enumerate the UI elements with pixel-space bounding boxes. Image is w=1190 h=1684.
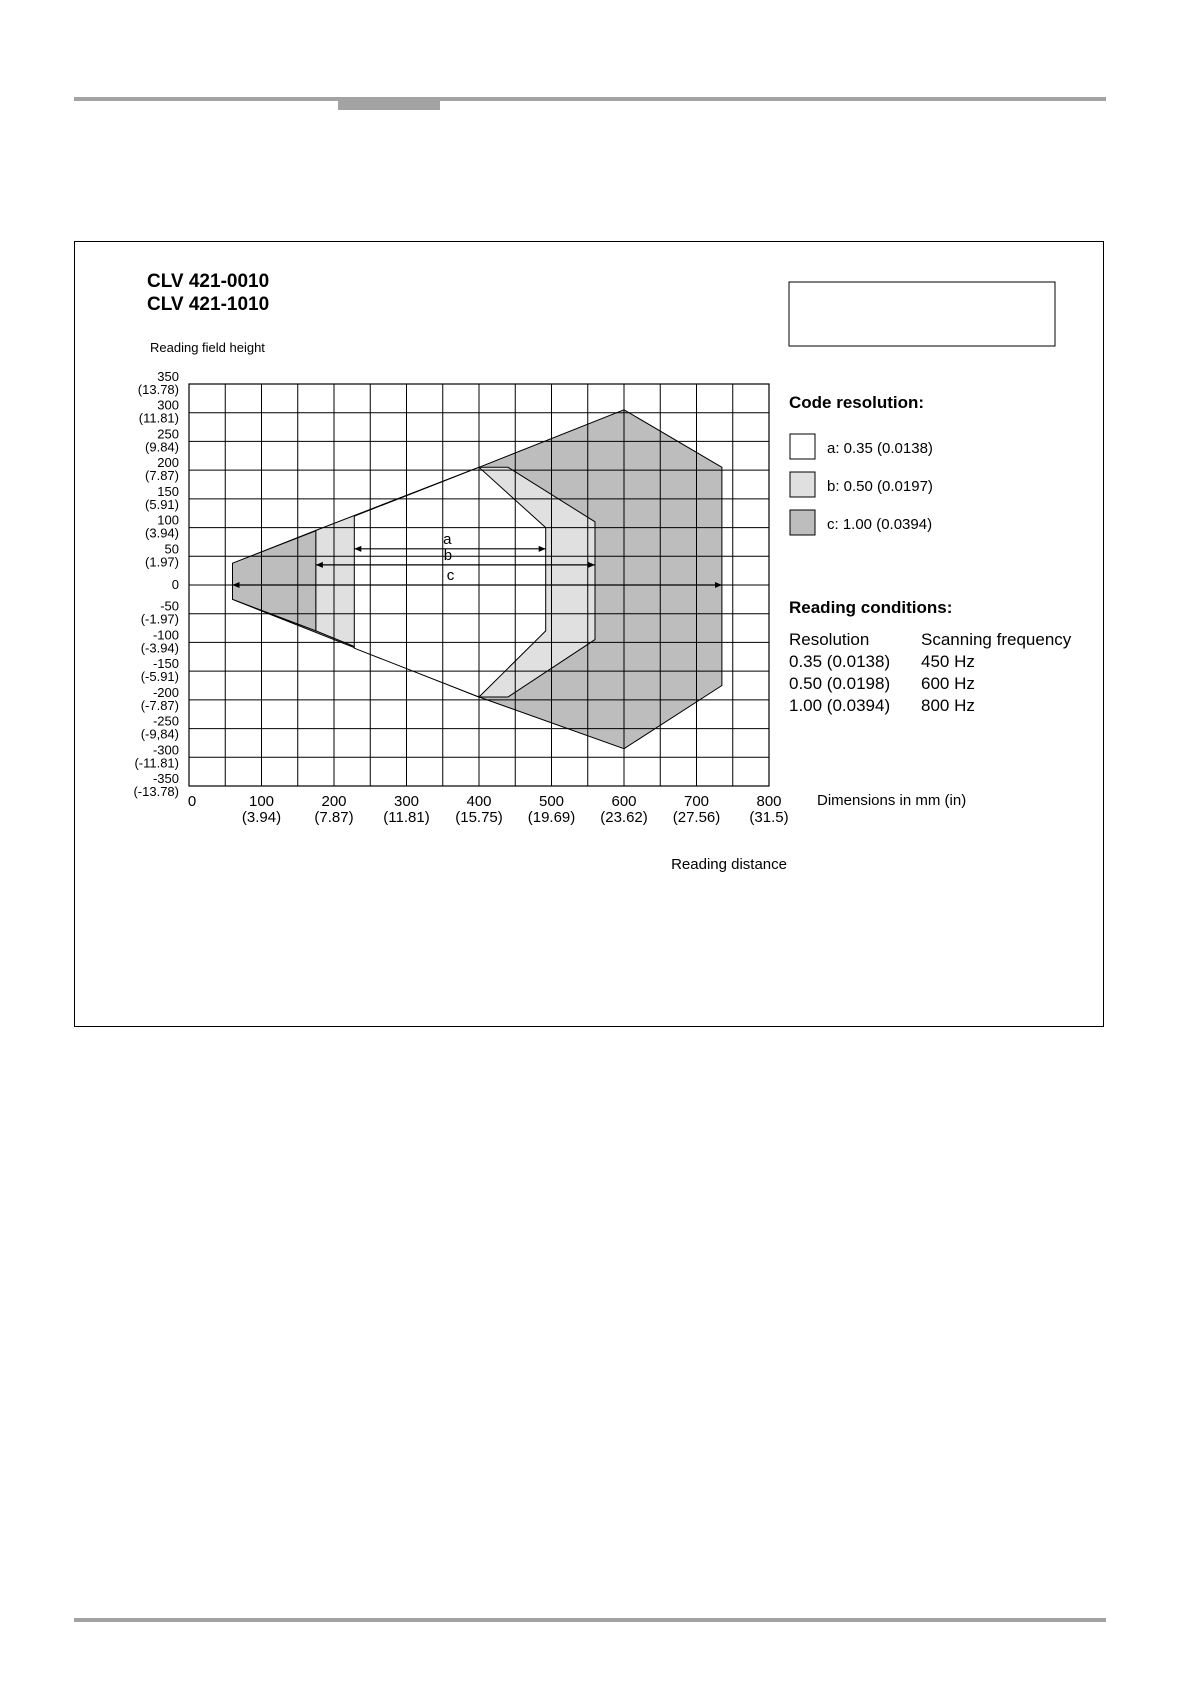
arrow-label-a: a <box>443 530 452 548</box>
conditions-res-2: 0.50 (0.0198) <box>789 674 891 693</box>
y-tick-label-inch: (3.94) <box>145 525 179 541</box>
y-tick-labels <box>133 369 179 799</box>
x-tick-label: 300 <box>393 793 420 810</box>
header-rule-tab <box>338 97 440 110</box>
legend-label-c: c: 1.00 (0.0394) <box>827 516 933 533</box>
y-tick-label: 100 <box>157 512 179 528</box>
y-tick-label-inch: (-3.94) <box>140 640 179 656</box>
legend-label-b: b: 0.50 (0.0197) <box>827 478 933 495</box>
y-tick-label: -250 <box>152 713 179 729</box>
y-tick-label: 50 <box>164 541 179 557</box>
x-tick-label-inch: (27.56) <box>672 809 721 826</box>
x-tick-label-inch: (3.94) <box>241 809 282 826</box>
y-tick-label-inch: (-7.87) <box>140 697 179 713</box>
y-tick-label: -50 <box>160 598 179 614</box>
x-tick-label: 600 <box>611 793 637 810</box>
y-tick-label: -350 <box>152 771 179 786</box>
x-tick-label-inch: (19.69) <box>527 809 576 826</box>
model-title <box>147 271 269 315</box>
x-tick-label-inch: (31.5) <box>749 809 789 826</box>
conditions-col-resolution: Resolution <box>789 630 870 649</box>
conditions-res-1: 0.35 (0.0138) <box>789 652 891 671</box>
x-tick-label: 800 <box>756 793 782 810</box>
legend-swatch-b <box>790 472 815 497</box>
arrow-label-b: b <box>443 546 453 564</box>
header-rule-right <box>440 97 1106 101</box>
reading-zones <box>233 410 722 749</box>
conditions-col-frequency: Scanning frequency <box>921 630 1072 649</box>
reading-conditions <box>789 598 1072 715</box>
x-tick-label: 0 <box>187 793 197 810</box>
y-tick-label: -200 <box>152 684 179 700</box>
y-tick-label-inch: (-5.91) <box>140 669 179 685</box>
legend-swatch-c <box>790 510 815 535</box>
y-tick-label-inch: (-9,84) <box>140 726 179 742</box>
y-tick-label: -150 <box>152 656 179 672</box>
x-tick-labels <box>188 793 789 826</box>
reading-field-chart <box>75 242 1103 1026</box>
x-tick-label-inch: (11.81) <box>383 809 430 826</box>
footer-rule <box>74 1618 1106 1622</box>
header-rule-left <box>74 97 340 101</box>
legend-label-a: a: 0.35 (0.0138) <box>827 440 933 457</box>
dimensions-note: Dimensions in mm (in) <box>817 792 967 809</box>
empty-label-box <box>789 282 1055 346</box>
legend-swatch-a <box>790 434 815 459</box>
conditions-heading: Reading conditions: <box>789 598 953 617</box>
arrow-label-c: c <box>446 567 455 584</box>
x-tick-label-inch: (15.75) <box>455 809 503 826</box>
y-tick-label-inch: (-11.81) <box>134 755 179 771</box>
y-tick-label-inch: (11.81) <box>138 410 179 426</box>
y-tick-label: 0 <box>171 577 179 592</box>
x-axis-title: Reading distance <box>671 856 787 873</box>
model-line-2: CLV 421-1010 <box>147 294 270 315</box>
y-tick-label: 150 <box>157 483 179 499</box>
y-tick-label: -300 <box>152 742 179 758</box>
x-tick-label-inch: (7.87) <box>314 809 354 826</box>
y-tick-label-inch: (9.84) <box>145 439 179 455</box>
y-tick-label: 300 <box>157 397 179 413</box>
y-tick-label: 350 <box>157 369 179 384</box>
conditions-res-3: 1.00 (0.0394) <box>789 696 891 715</box>
legend <box>789 393 933 535</box>
y-tick-label-inch: (5.91) <box>145 496 179 512</box>
conditions-freq-1: 450 Hz <box>921 652 975 671</box>
y-tick-label-inch: (13.78) <box>137 382 179 397</box>
x-tick-label-inch: (23.62) <box>600 809 648 826</box>
legend-heading: Code resolution: <box>789 393 925 412</box>
y-tick-label: -100 <box>152 627 179 643</box>
x-tick-label: 200 <box>321 793 347 810</box>
y-tick-label: 250 <box>157 426 179 442</box>
model-line-1: CLV 421-0010 <box>147 271 270 292</box>
y-tick-label: 200 <box>157 455 179 471</box>
x-tick-label: 700 <box>683 793 710 810</box>
y-tick-label-inch: (7.87) <box>145 468 179 484</box>
y-tick-label-inch: (-1.97) <box>140 611 179 627</box>
x-tick-label: 400 <box>466 793 492 810</box>
x-tick-label: 500 <box>538 793 565 810</box>
y-tick-label-inch: (1.97) <box>145 554 179 570</box>
x-tick-label: 100 <box>248 793 275 810</box>
figure-frame <box>74 241 1104 1027</box>
plot-area <box>189 384 769 786</box>
y-axis-title: Reading field height <box>150 340 265 355</box>
conditions-freq-3: 800 Hz <box>921 696 975 715</box>
conditions-freq-2: 600 Hz <box>921 674 975 693</box>
y-tick-label-inch: (-13.78) <box>133 784 179 799</box>
